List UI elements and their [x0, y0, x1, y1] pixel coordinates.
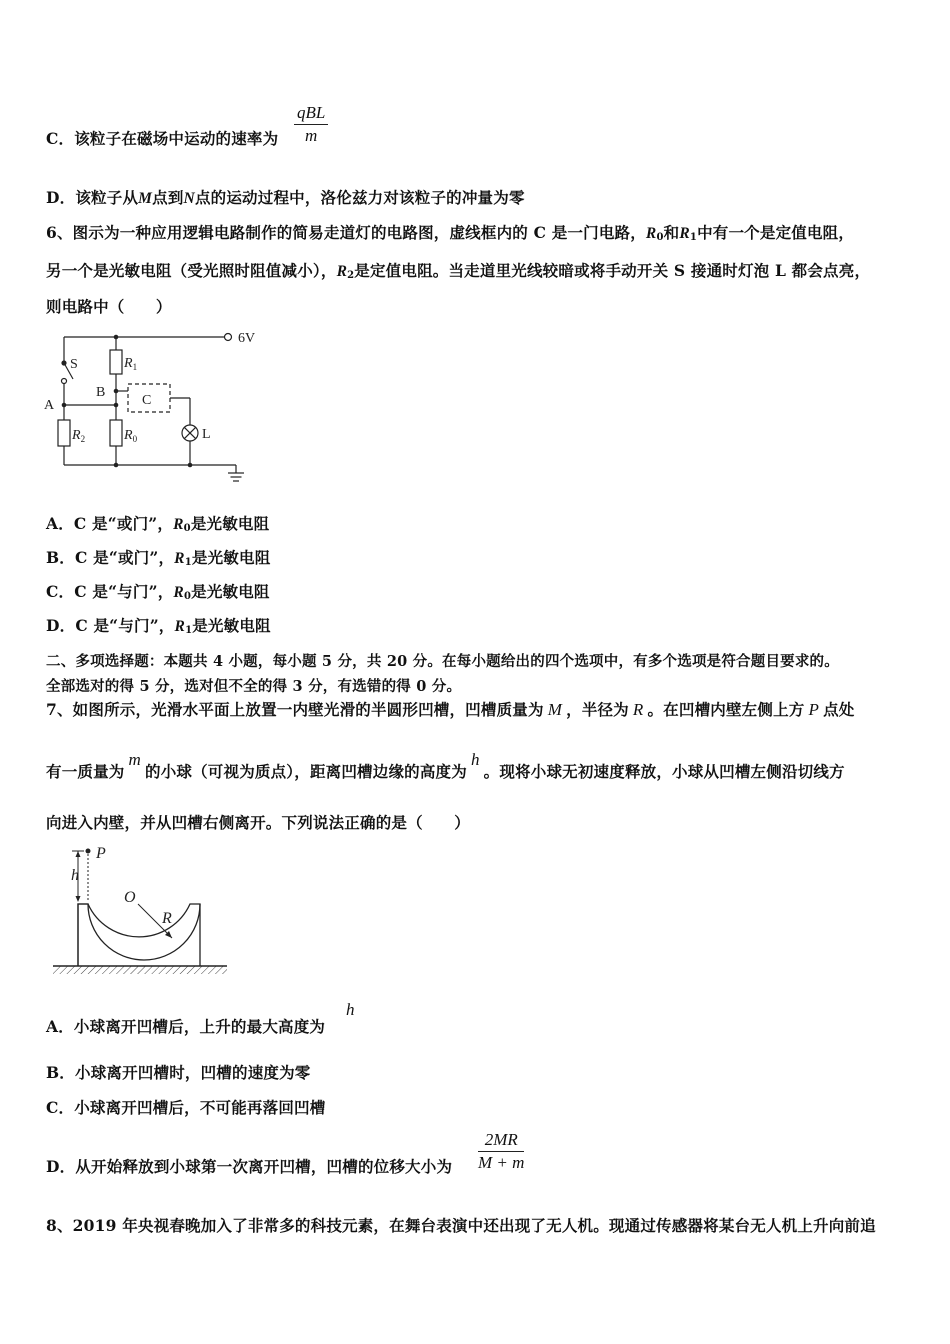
q6-stem-line2: 另一个是光敏电阻（受光照时阻值减小），$R_2$是定值电阻。当走道里光线较暗或将手动开关 S 接通时灯泡 L 都会点亮，	[46, 261, 871, 281]
section-2-heading-line1: 二、多项选择题：本题共 4 小题，每小题 5 分，共 20 分。在每小题给出的四个选项中，有多个选项是符合题目要求的。	[46, 653, 839, 670]
section-2-heading-line2: 全部选对的得 5 分，选对但不全的得 3 分，有选错的得 0 分。	[46, 678, 462, 695]
q7-stem-line2: 有一质量为m的小球（可视为质点），距离凹槽边缘的高度为h。现将小球无初速度释放，小球从凹槽左侧沿切线方	[46, 750, 845, 781]
q6-option-b: B．C 是“或门”，$R_1$是光敏电阻	[46, 548, 271, 568]
resistor-r0	[110, 420, 122, 446]
q6-stem-line3: 则电路中（ ）	[46, 297, 172, 316]
r2-label: $R_2$	[72, 428, 86, 444]
q5-option-d: D．该粒子从M点到N点的运动过程中，洛伦兹力对该粒子的冲量为零	[46, 188, 525, 207]
fraction-bar	[478, 1151, 524, 1152]
r1-label: $R_1$	[124, 356, 138, 372]
q7-option-b: B．小球离开凹槽时，凹槽的速度为零	[46, 1063, 311, 1082]
q7-option-d-fraction	[478, 1130, 524, 1173]
q7-stem-line1: 7、如图所示，光滑水平面上放置一内壁光滑的半圆形凹槽，凹槽质量为 M ，半径为 R 。在凹槽内壁左侧上方 P 点处	[46, 700, 855, 719]
q6-circuit-diagram	[40, 325, 280, 495]
q6-option-d: D．C 是“与门”，$R_1$是光敏电阻	[46, 616, 271, 636]
switch-s-label: S	[70, 357, 78, 372]
resistor-r1	[110, 350, 122, 374]
h-arrow-down	[76, 896, 81, 902]
junction-dot	[114, 463, 119, 468]
q5-option-c-fraction	[294, 103, 328, 146]
fraction-denominator: M + m	[478, 1153, 525, 1172]
voltage-label: 6V	[238, 331, 256, 346]
supply-terminal	[225, 334, 232, 341]
q6-option-a: A．C 是“或门”，$R_0$是光敏电阻	[46, 514, 270, 534]
r0-label: $R_0$	[124, 428, 138, 444]
lamp-l-label: L	[202, 427, 211, 442]
q7-option-a: A．小球离开凹槽后，上升的最大高度为	[46, 1017, 326, 1036]
junction-dot	[114, 389, 119, 394]
q7-option-a-h: h	[346, 1000, 355, 1019]
junction-dot	[188, 463, 193, 468]
switch-contact-bottom	[62, 379, 67, 384]
node-a-label: A	[44, 398, 55, 413]
q7-option-d: D．从开始释放到小球第一次离开凹槽，凹槽的位移大小为	[46, 1157, 453, 1176]
junction-dot	[62, 403, 67, 408]
gate-c-label: C	[142, 393, 152, 408]
q5-option-c: C．该粒子在磁场中运动的速率为	[46, 129, 279, 148]
fraction-numerator: 2MR	[484, 1130, 518, 1149]
node-b-label: B	[96, 385, 106, 400]
junction-dot	[114, 403, 119, 408]
ground-hatching	[53, 966, 227, 974]
semicircle-groove-inner	[78, 904, 200, 966]
q6-stem-line1: 6、图示为一种应用逻辑电路制作的简易走道灯的电路图，虚线框内的 C 是一门电路，$R_0$和$R_1$中有一个是定值电阻，	[46, 223, 855, 243]
radius-r-label: R	[162, 910, 172, 927]
ball-p	[86, 849, 91, 854]
fraction-numerator: qBL	[297, 103, 326, 122]
junction-dot	[114, 335, 119, 340]
q8-stem-line1: 8、2019 年央视春晚加入了非常多的科技元素，在舞台表演中还出现了无人机。现通过传感器将某台无人机上升向前追	[46, 1216, 876, 1235]
height-h-label: h	[71, 867, 79, 884]
q6-option-c: C．C 是“与门”，$R_0$是光敏电阻	[46, 582, 270, 602]
resistor-r2	[58, 420, 70, 446]
point-p-label: P	[96, 845, 106, 862]
groove-outline	[78, 904, 200, 966]
fraction-bar	[294, 124, 328, 125]
fraction-denominator: m	[305, 126, 318, 145]
q7-option-c: C．小球离开凹槽后，不可能再落回凹槽	[46, 1098, 326, 1117]
center-o-label: O	[124, 889, 136, 906]
q7-groove-diagram	[50, 842, 235, 982]
h-arrow-up	[76, 851, 81, 857]
q7-stem-line3: 向进入内壁，并从凹槽右侧离开。下列说法正确的是（ ）	[46, 813, 470, 832]
